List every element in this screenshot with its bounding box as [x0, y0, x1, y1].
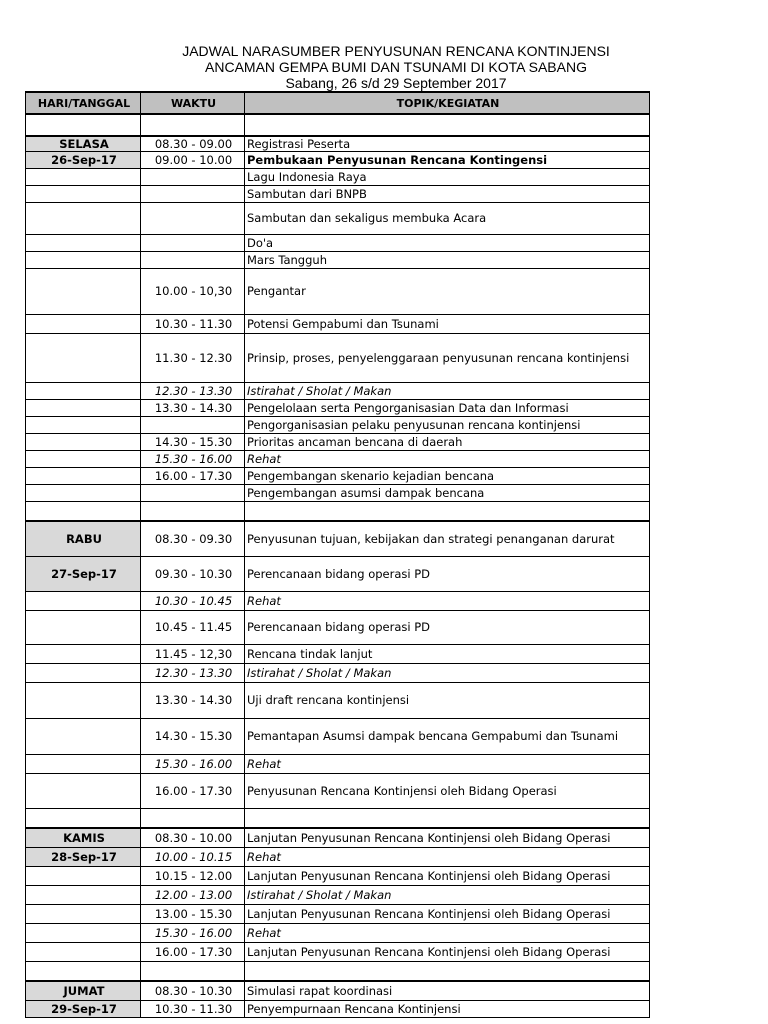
row-time-cell: 10.45 - 11.45	[141, 611, 245, 645]
row-day-cell: SELASA	[26, 136, 141, 152]
table-row	[26, 886, 650, 905]
table-row	[26, 252, 650, 269]
row-time-cell: 08.30 - 10.30	[141, 981, 245, 1001]
row-topic-cell	[245, 502, 650, 522]
row-day-cell	[26, 592, 141, 611]
row-day-cell	[26, 169, 141, 186]
table-row	[26, 521, 650, 557]
table-row	[26, 114, 650, 136]
row-day-cell	[26, 774, 141, 809]
row-day-cell	[26, 434, 141, 451]
row-topic-cell: Rehat	[245, 592, 650, 611]
row-time-cell	[141, 809, 245, 829]
row-time-cell: 16.00 - 17.30	[141, 774, 245, 809]
row-day-cell: JUMAT	[26, 981, 141, 1001]
row-time-cell: 14.30 - 15.30	[141, 719, 245, 755]
row-topic-cell: Perencanaan bidang operasi PD	[245, 557, 650, 592]
table-row	[26, 774, 650, 809]
row-topic-cell: Penyusunan tujuan, kebijakan dan strategi penanganan darurat	[245, 521, 650, 557]
row-day-cell	[26, 252, 141, 269]
row-topic-cell: Sambutan dari BNPB	[245, 186, 650, 203]
table-row	[26, 502, 650, 522]
row-time-cell	[141, 169, 245, 186]
table-row	[26, 905, 650, 924]
row-topic-cell: Sambutan dan sekaligus membuka Acara	[245, 203, 650, 235]
row-day-cell	[26, 611, 141, 645]
row-topic-cell: Istirahat / Sholat / Makan	[245, 383, 650, 400]
row-topic-cell: Rencana tindak lanjut	[245, 645, 650, 664]
table-row	[26, 1001, 650, 1018]
row-day-cell	[26, 645, 141, 664]
row-day-cell	[26, 114, 141, 136]
row-day-cell: 27-Sep-17	[26, 557, 141, 592]
table-row	[26, 169, 650, 186]
table-row	[26, 645, 650, 664]
row-topic-cell: Simulasi rapat koordinasi	[245, 981, 650, 1001]
table-row	[26, 152, 650, 169]
row-day-cell	[26, 962, 141, 982]
row-day-cell	[26, 468, 141, 485]
row-day-cell	[26, 943, 141, 962]
row-topic-cell: Registrasi Peserta	[245, 136, 650, 152]
table-row	[26, 383, 650, 400]
row-topic-cell: Lanjutan Penyusunan Rencana Kontinjensi oleh Bidang Operasi	[245, 943, 650, 962]
row-day-cell	[26, 417, 141, 434]
row-time-cell: 08.30 - 10.00	[141, 828, 245, 848]
table-row	[26, 809, 650, 829]
table-row	[26, 235, 650, 252]
row-day-cell	[26, 485, 141, 502]
row-time-cell	[141, 114, 245, 136]
row-time-cell	[141, 252, 245, 269]
table-row	[26, 315, 650, 334]
row-day-cell	[26, 383, 141, 400]
row-time-cell: 09.00 - 10.00	[141, 152, 245, 169]
row-topic-cell: Do'a	[245, 235, 650, 252]
table-row	[26, 186, 650, 203]
table-row	[26, 828, 650, 848]
row-topic-cell: Rehat	[245, 451, 650, 468]
row-time-cell: 15.30 - 16.00	[141, 451, 245, 468]
row-time-cell: 08.30 - 09.30	[141, 521, 245, 557]
table-row	[26, 867, 650, 886]
row-topic-cell	[245, 962, 650, 982]
table-row	[26, 592, 650, 611]
table-row	[26, 451, 650, 468]
row-day-cell	[26, 664, 141, 683]
table-row	[26, 269, 650, 315]
row-topic-cell: Lanjutan Penyusunan Rencana Kontinjensi oleh Bidang Operasi	[245, 828, 650, 848]
row-topic-cell: Istirahat / Sholat / Makan	[245, 886, 650, 905]
row-topic-cell: Prinsip, proses, penyelenggaraan penyusunan rencana kontinjensi	[245, 334, 650, 383]
table-header-row	[26, 92, 650, 114]
row-time-cell	[141, 417, 245, 434]
row-topic-cell: Pengorganisasian pelaku penyusunan rencana kontinjensi	[245, 417, 650, 434]
table-row	[26, 664, 650, 683]
row-time-cell: 16.00 - 17.30	[141, 943, 245, 962]
row-topic-cell: Lanjutan Penyusunan Rencana Kontinjensi oleh Bidang Operasi	[245, 905, 650, 924]
row-day-cell	[26, 334, 141, 383]
table-row	[26, 611, 650, 645]
table-row	[26, 683, 650, 719]
table-row	[26, 719, 650, 755]
table-row	[26, 943, 650, 962]
row-time-cell	[141, 235, 245, 252]
document-title-line-1: JADWAL NARASUMBER PENYUSUNAN RENCANA KONTINJENSI	[182, 43, 610, 59]
row-topic-cell: Perencanaan bidang operasi PD	[245, 611, 650, 645]
table-row	[26, 981, 650, 1001]
column-header-topic: TOPIK/KEGIATAN	[245, 92, 650, 114]
row-day-cell	[26, 186, 141, 203]
row-time-cell: 09.30 - 10.30	[141, 557, 245, 592]
row-topic-cell: Istirahat / Sholat / Makan	[245, 664, 650, 683]
row-day-cell: KAMIS	[26, 828, 141, 848]
row-time-cell: 10.00 - 10,30	[141, 269, 245, 315]
row-day-cell	[26, 924, 141, 943]
table-row	[26, 136, 650, 152]
row-day-cell	[26, 755, 141, 774]
row-day-cell	[26, 886, 141, 905]
row-time-cell: 15.30 - 16.00	[141, 755, 245, 774]
row-day-cell: 29-Sep-17	[26, 1001, 141, 1018]
column-header-time: WAKTU	[141, 92, 245, 114]
row-time-cell: 16.00 - 17.30	[141, 468, 245, 485]
row-topic-cell: Lanjutan Penyusunan Rencana Kontinjensi oleh Bidang Operasi	[245, 867, 650, 886]
table-row	[26, 434, 650, 451]
row-time-cell	[141, 485, 245, 502]
row-time-cell: 08.30 - 09.00	[141, 136, 245, 152]
row-time-cell: 11.45 - 12,30	[141, 645, 245, 664]
row-topic-cell: Pengantar	[245, 269, 650, 315]
row-topic-cell: Potensi Gempabumi dan Tsunami	[245, 315, 650, 334]
table-row	[26, 848, 650, 867]
row-time-cell: 11.30 - 12.30	[141, 334, 245, 383]
row-topic-cell: Prioritas ancaman bencana di daerah	[245, 434, 650, 451]
row-day-cell	[26, 400, 141, 417]
column-header-day: HARI/TANGGAL	[26, 92, 141, 114]
row-day-cell	[26, 203, 141, 235]
row-topic-cell: Pengembangan asumsi dampak bencana	[245, 485, 650, 502]
row-day-cell	[26, 235, 141, 252]
row-time-cell: 10.15 - 12.00	[141, 867, 245, 886]
table-row	[26, 417, 650, 434]
row-time-cell: 12.30 - 13.30	[141, 664, 245, 683]
document-title-line-2: ANCAMAN GEMPA BUMI DAN TSUNAMI DI KOTA SABANG	[205, 59, 587, 75]
table-row	[26, 557, 650, 592]
row-topic-cell: Pengelolaan serta Pengorganisasian Data dan Informasi	[245, 400, 650, 417]
row-day-cell	[26, 719, 141, 755]
row-time-cell	[141, 186, 245, 203]
row-time-cell: 13.30 - 14.30	[141, 683, 245, 719]
row-time-cell: 10.30 - 10.45	[141, 592, 245, 611]
row-topic-cell: Rehat	[245, 848, 650, 867]
table-row	[26, 203, 650, 235]
row-time-cell	[141, 962, 245, 982]
row-topic-cell	[245, 809, 650, 829]
row-day-cell	[26, 905, 141, 924]
row-time-cell: 13.30 - 14.30	[141, 400, 245, 417]
schedule-table	[25, 91, 650, 1018]
row-time-cell	[141, 502, 245, 522]
row-topic-cell: Mars Tangguh	[245, 252, 650, 269]
row-time-cell: 15.30 - 16.00	[141, 924, 245, 943]
row-time-cell: 14.30 - 15.30	[141, 434, 245, 451]
row-day-cell	[26, 502, 141, 522]
row-topic-cell: Rehat	[245, 755, 650, 774]
row-topic-cell: Pengembangan skenario kejadian bencana	[245, 468, 650, 485]
table-row	[26, 334, 650, 383]
row-day-cell: 28-Sep-17	[26, 848, 141, 867]
table-row	[26, 924, 650, 943]
table-row	[26, 962, 650, 982]
row-time-cell: 12.30 - 13.30	[141, 383, 245, 400]
table-row	[26, 485, 650, 502]
row-day-cell	[26, 683, 141, 719]
row-topic-cell: Rehat	[245, 924, 650, 943]
row-time-cell	[141, 203, 245, 235]
row-day-cell	[26, 867, 141, 886]
row-topic-cell: Lagu Indonesia Raya	[245, 169, 650, 186]
row-topic-cell: Penyusunan Rencana Kontinjensi oleh Bidang Operasi	[245, 774, 650, 809]
row-topic-cell: Uji draft rencana kontinjensi	[245, 683, 650, 719]
row-day-cell: 26-Sep-17	[26, 152, 141, 169]
row-topic-cell: Pembukaan Penyusunan Rencana Kontingensi	[245, 152, 650, 169]
row-time-cell: 13.00 - 15.30	[141, 905, 245, 924]
row-time-cell: 10.30 - 11.30	[141, 315, 245, 334]
row-topic-cell	[245, 114, 650, 136]
row-day-cell	[26, 451, 141, 468]
row-topic-cell: Pemantapan Asumsi dampak bencana Gempabumi dan Tsunami	[245, 719, 650, 755]
row-time-cell: 10.30 - 11.30	[141, 1001, 245, 1018]
row-topic-cell: Penyempurnaan Rencana Kontinjensi	[245, 1001, 650, 1018]
document-date-line: Sabang, 26 s/d 29 September 2017	[285, 75, 507, 91]
table-row	[26, 755, 650, 774]
row-time-cell: 10.00 - 10.15	[141, 848, 245, 867]
row-day-cell: RABU	[26, 521, 141, 557]
row-day-cell	[26, 315, 141, 334]
row-day-cell	[26, 809, 141, 829]
table-row	[26, 468, 650, 485]
table-row	[26, 400, 650, 417]
row-day-cell	[26, 269, 141, 315]
row-time-cell: 12.00 - 13.00	[141, 886, 245, 905]
